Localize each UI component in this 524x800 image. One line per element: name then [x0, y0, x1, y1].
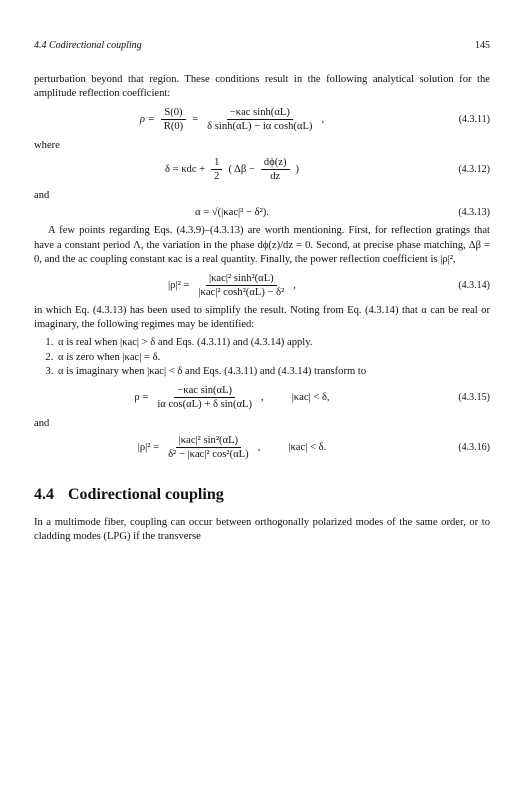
eq12-half-denominator: 2 [214, 171, 220, 183]
eq11-fraction-1 [161, 107, 186, 132]
equation-4-3-15 [34, 385, 490, 410]
eq12-dphi [261, 157, 290, 182]
section-number: 4.4 [34, 486, 54, 504]
word-and-1: and [34, 190, 50, 202]
eq11-lhs: ρ = [139, 114, 155, 126]
eq12-dphi-numerator: dϕ(z) [261, 157, 290, 170]
eq16-trail: , [257, 442, 261, 454]
eq13-expression: α = √(|κac|² − δ²). [195, 207, 269, 219]
eq11-fraction-2 [204, 107, 315, 132]
eq15-fraction [154, 385, 255, 410]
eq12-number: (4.3.12) [458, 164, 490, 176]
eq14-number: (4.3.14) [458, 280, 490, 292]
page [34, 40, 490, 544]
eq11-number: (4.3.11) [458, 114, 490, 126]
list-item: 3. α is imaginary when |κac| < δ and Eqs. (4.3.11) and (4.3.14) transform to [56, 365, 490, 379]
equation-4-3-14 [34, 273, 490, 298]
eq15-denominator: iα cos(αL) + δ sin(αL) [157, 399, 253, 411]
paragraph-3: in which Eq. (4.3.13) has been used to simplify the result. Noting from Eq. (4.3.14) that α can be real or imaginary, the following regimes may be identified: [34, 305, 490, 331]
eq11-trail: , [321, 114, 325, 126]
section-heading [34, 486, 490, 504]
equation-4-3-12 [34, 157, 490, 182]
eq12-half-numerator: 1 [211, 157, 222, 170]
eq14-denominator: |κac|² cosh²(αL) − δ² [198, 287, 285, 299]
header-section: 4.4 Codirectional coupling [34, 40, 142, 51]
eq15-number: (4.3.15) [458, 392, 490, 404]
paragraph-2: A few points regarding Eqs. (4.3.9)–(4.3.13) are worth mentioning. First, for reflection gratings that have a constant period Λ, the variation in the phase dϕ(z)/dz = 0. Second, at precise phase matching, Δβ = 0, and the ac coupling constant κac is a real quantity. Finally, the power reflection coefficient is |ρ|², [34, 225, 490, 265]
eq14-lhs: |ρ|² = [168, 280, 190, 292]
eq12-dphi-denominator: dz [270, 171, 281, 183]
eq15-lhs: ρ = [134, 392, 149, 404]
equation-4-3-13 [34, 207, 490, 218]
eq16-fraction [165, 435, 252, 460]
eq12-half [211, 157, 222, 182]
eq12-close: ) [295, 164, 300, 176]
list-item: 1. α is real when |κac| > δ and Eqs. (4.3.11) and (4.3.14) apply. [56, 336, 490, 350]
equation-4-3-11 [34, 107, 490, 132]
running-header [34, 40, 490, 51]
regimes-list [56, 336, 490, 379]
eq16-condition: |κac| < δ. [288, 442, 327, 454]
page-number: 145 [475, 40, 490, 51]
equation-4-3-16 [34, 435, 490, 460]
eq16-numerator: |κac|² sin²(αL) [176, 435, 241, 448]
eq14-fraction [195, 273, 287, 298]
eq13-number: (4.3.13) [458, 207, 490, 219]
eq12-lhs: δ = κdc + [164, 164, 206, 176]
eq15-numerator: −κac sin(αL) [174, 385, 235, 398]
section-title: Codirectional coupling [68, 486, 224, 504]
eq16-lhs: |ρ|² = [137, 442, 160, 454]
word-and-2: and [34, 418, 50, 430]
eq16-number: (4.3.16) [458, 442, 490, 454]
paragraph-1: perturbation beyond that region. These conditions result in the following analytical solution for the amplitude reflection coefficient: [34, 74, 490, 100]
eq11-equals: = [192, 114, 199, 126]
word-where: where [34, 140, 60, 152]
eq11-frac1-numerator: S(0) [161, 107, 185, 120]
eq14-numerator: |κac|² sinh²(αL) [206, 273, 277, 286]
paragraph-4: In a multimode fiber, coupling can occur between orthogonally polarized modes of the same order, or to cladding modes (LPG) if the transverse [34, 517, 490, 543]
eq11-frac2-numerator: −κac sinh(αL) [227, 107, 293, 120]
eq15-condition: |κac| < δ, [291, 392, 330, 404]
eq11-frac1-denominator: R(0) [163, 121, 184, 133]
list-item: 2. α is zero when |κac| = δ. [56, 351, 490, 365]
eq15-trail: , [261, 392, 264, 404]
eq11-frac2-denominator: δ sinh(αL) − iα cosh(αL) [207, 121, 313, 133]
eq12-mid: ( Δβ − [228, 164, 255, 176]
eq14-trail: , [293, 280, 296, 292]
eq16-denominator: δ² − |κac|² cos²(αL) [168, 449, 249, 461]
